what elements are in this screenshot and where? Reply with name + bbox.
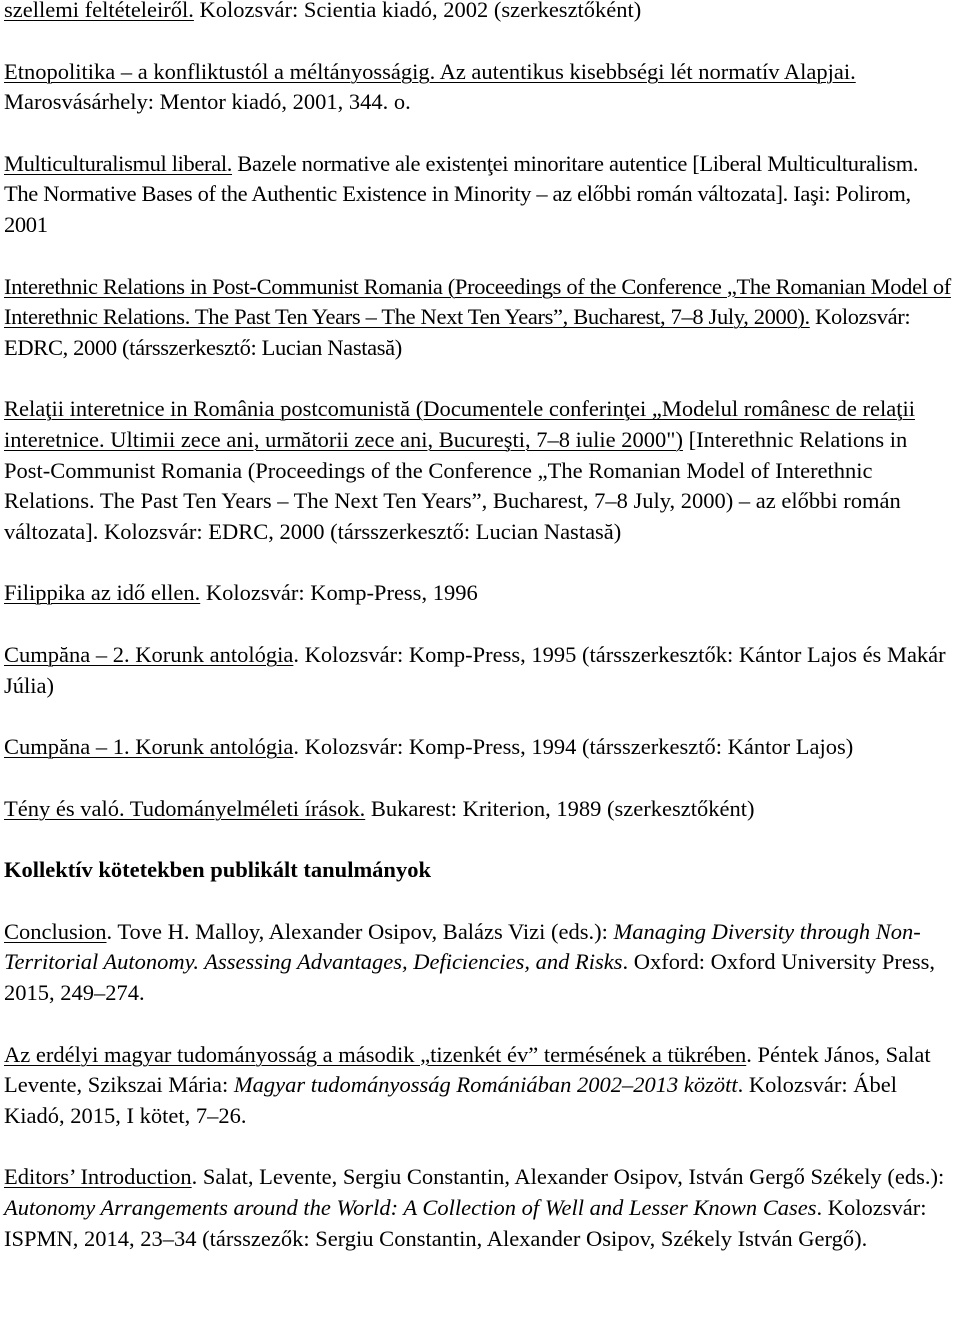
entry-title: Interethnic Relations in Post-Communist Romania (Proceedings of the Conference „The Romanian Model of Interethnic Relations. The Past Ten Years – The Next Ten Years”, Bucharest, 7–8 July, 2000). <box>4 273 951 330</box>
bibliography-entry <box>4 272 954 364</box>
study-details: . Oxford: Oxford University Press, 2015, 249–274. <box>4 949 935 1006</box>
entry-details: Bazele normative ale existenţei minoritare autentice [Liberal Multiculturalism. The Normative Bases of the Authentic Existence in Minority – az előbbi román változata]. Iaşi: Polirom, 2001 <box>4 150 919 237</box>
bibliography-entry <box>4 394 954 547</box>
study-book-title: Managing Diversity through Non-Territorial Autonomy. Assessing Advantages, Deficiencies, and Risks <box>4 918 921 975</box>
study-details: . Kolozsvár: Ábel Kiadó, 2015, I kötet, 7–26. <box>4 1072 897 1128</box>
entry-details: Bukarest: Kriterion, 1989 (szerkesztőként) <box>365 795 755 821</box>
section-heading: Kollektív kötetekben publikált tanulmányok <box>4 857 431 883</box>
entry-details: . Kolozsvár: Komp-Press, 1994 (társszerkesztő: Kántor Lajos) <box>293 734 854 760</box>
entry-title: Multiculturalismul liberal. <box>4 150 233 176</box>
entry-title: Etnopolitika – a konfliktustól a méltányosságig. Az autentikus kisebbségi lét normatív Alapjai. <box>4 58 856 84</box>
study-book-title: Autonomy Arrangements around the World: A Collection of Well and Lesser Known Cases <box>4 1195 817 1221</box>
entry-details: [Interethnic Relations in Post-Communist Romania (Proceedings of the Conference „The Romanian Model of Interethnic Relations. The Past Ten Years – The Next Ten Years”, Bucharest, 7–8 July, 2000) – az előbbi román változata]. Kolozsvár: EDRC, 2000 (társszerkesztő: Lucian Nastasă) <box>4 426 908 544</box>
study-entry <box>4 917 954 1009</box>
bibliography-entry <box>4 732 954 763</box>
study-book-title: Magyar tudományosság Romániában 2002–2013 között <box>233 1072 738 1098</box>
study-authors: . Salat, Levente, Sergiu Constantin, Alexander Osipov, István Gergő Székely (eds.): <box>191 1164 945 1190</box>
entry-details: Kolozsvár: Komp-Press, 1996 <box>200 580 478 606</box>
entry-title: Tény és való. Tudományelméleti írások. <box>4 795 366 821</box>
study-title: Editors’ Introduction <box>4 1164 192 1190</box>
entry-title: szellemi feltételeiről. <box>4 0 194 22</box>
bibliography-entry <box>4 578 954 609</box>
study-title: Az erdélyi magyar tudományosság a második „tizenkét év” termésének a tükrében <box>4 1041 747 1067</box>
entry-details: Kolozsvár: Scientia kiadó, 2002 (szerkesztőként) <box>193 0 642 22</box>
bibliography-entry <box>4 149 954 241</box>
study-authors: . Péntek János, Salat Levente, Szikszai Mária: <box>4 1041 931 1098</box>
entry-details: . Kolozsvár: Komp-Press, 1995 (társszerkesztők: Kántor Lajos és Makár Júlia) <box>4 641 946 698</box>
bibliography-page <box>4 0 954 1285</box>
entry-details: Kolozsvár: EDRC, 2000 (társszerkesztő: Lucian Nastasă) <box>4 304 911 360</box>
entry-title: Cumpăna – 2. Korunk antológia <box>4 641 294 667</box>
entry-title: Cumpăna – 1. Korunk antológia <box>4 734 294 760</box>
entry-title: Filippika az idő ellen. <box>4 580 201 606</box>
study-entry <box>4 1162 954 1254</box>
entry-title: Relaţii interetnice in România postcomunistă (Documentele conferinţei „Modelul românesc de relaţii interetnice. Ultimii zece ani, următorii zece ani, Bucureşti, 7–8 iulie 2000") <box>4 396 915 452</box>
entry-details: Marosvásárhely: Mentor kiadó, 2001, 344. o. <box>4 89 411 115</box>
study-details: . Kolozsvár: ISPMN, 2014, 23–34 (társszezők: Sergiu Constantin, Alexander Osipov, Székely István Gergő). <box>4 1195 927 1251</box>
study-entry <box>4 1040 954 1132</box>
bibliography-entry <box>4 640 954 701</box>
study-title: Conclusion <box>4 918 107 944</box>
study-authors: . Tove H. Malloy, Alexander Osipov, Balázs Vizi (eds.): <box>106 918 614 944</box>
bibliography-entry <box>4 794 954 825</box>
bibliography-entry <box>4 0 954 26</box>
bibliography-entry <box>4 57 954 118</box>
